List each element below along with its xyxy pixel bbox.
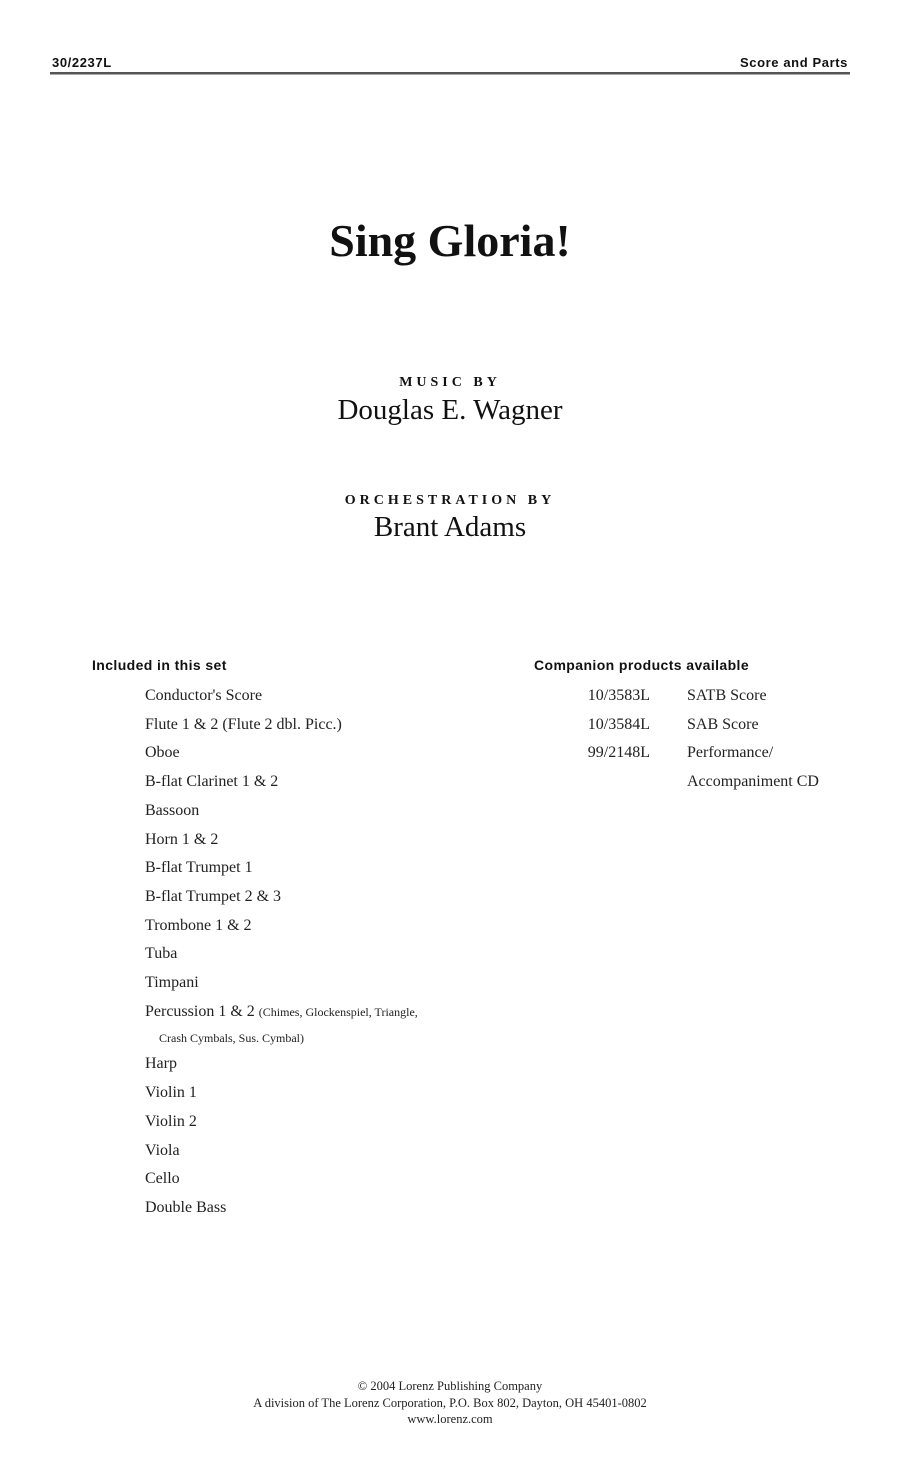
product-description: SAB Score (687, 715, 759, 733)
composer-name: Douglas E. Wagner (337, 394, 563, 426)
product-code (560, 768, 687, 797)
header-divider (50, 72, 850, 75)
publisher-website: www.lorenz.com (407, 1412, 493, 1426)
table-row (560, 739, 819, 768)
product-code: 99/2148L (587, 744, 650, 762)
copyright-line: © 2004 Lorenz Publishing Company (357, 1379, 543, 1393)
percussion-note-continued: Crash Cymbals, Sus. Cymbal) (159, 1031, 305, 1046)
product-code: 10/3584L (587, 715, 650, 733)
parts-list (145, 682, 418, 1223)
list-item: B-flat Clarinet 1 & 2 (145, 773, 279, 791)
product-description: Accompaniment CD (687, 773, 819, 791)
list-item: Conductor's Score (145, 687, 263, 704)
publisher-footer (0, 1378, 900, 1428)
companion-products-table (560, 682, 819, 797)
product-code: 10/3583L (587, 687, 650, 704)
orchestrator-name: Brant Adams (373, 511, 527, 543)
list-item-percussion (145, 998, 418, 1027)
edition-label: Score and Parts (740, 55, 848, 70)
list-item: Tuba (145, 945, 178, 963)
list-item: Violin 1 (145, 1084, 197, 1102)
list-item: Violin 2 (145, 1112, 197, 1130)
percussion-note: (Chimes, Glockenspiel, Triangle, (258, 1004, 418, 1019)
companion-heading: Companion products available (534, 657, 750, 673)
list-item: B-flat Trumpet 2 & 3 (145, 887, 282, 905)
list-item: Harp (145, 1055, 177, 1073)
product-description: Performance/ (687, 744, 774, 762)
publisher-address: A division of The Lorenz Corporation, P.O. Box 802, Dayton, OH 45401-0802 (253, 1395, 647, 1410)
page-title: Sing Gloria! (329, 215, 571, 266)
list-item: Flute 1 & 2 (Flute 2 dbl. Picc.) (145, 715, 342, 733)
list-item: Double Bass (145, 1198, 227, 1216)
percussion-label: Percussion 1 & 2 (145, 1002, 255, 1020)
product-description: SATB Score (687, 687, 767, 704)
list-item: Bassoon (145, 801, 200, 819)
music-by-caption: MUSIC BY (399, 375, 501, 390)
table-row (560, 682, 819, 711)
list-item: Cello (145, 1170, 180, 1188)
orchestration-by-caption: ORCHESTRATION BY (344, 493, 556, 508)
table-row (560, 711, 819, 740)
list-item: Timpani (145, 974, 199, 992)
table-row (560, 768, 819, 797)
list-item: B-flat Trumpet 1 (145, 859, 253, 877)
catalog-number: 30/2237L (52, 55, 112, 70)
included-heading: Included in this set (92, 657, 227, 673)
list-item: Viola (145, 1141, 180, 1159)
list-item: Horn 1 & 2 (145, 830, 219, 848)
list-item: Trombone 1 & 2 (145, 916, 252, 934)
list-item: Oboe (145, 744, 180, 762)
